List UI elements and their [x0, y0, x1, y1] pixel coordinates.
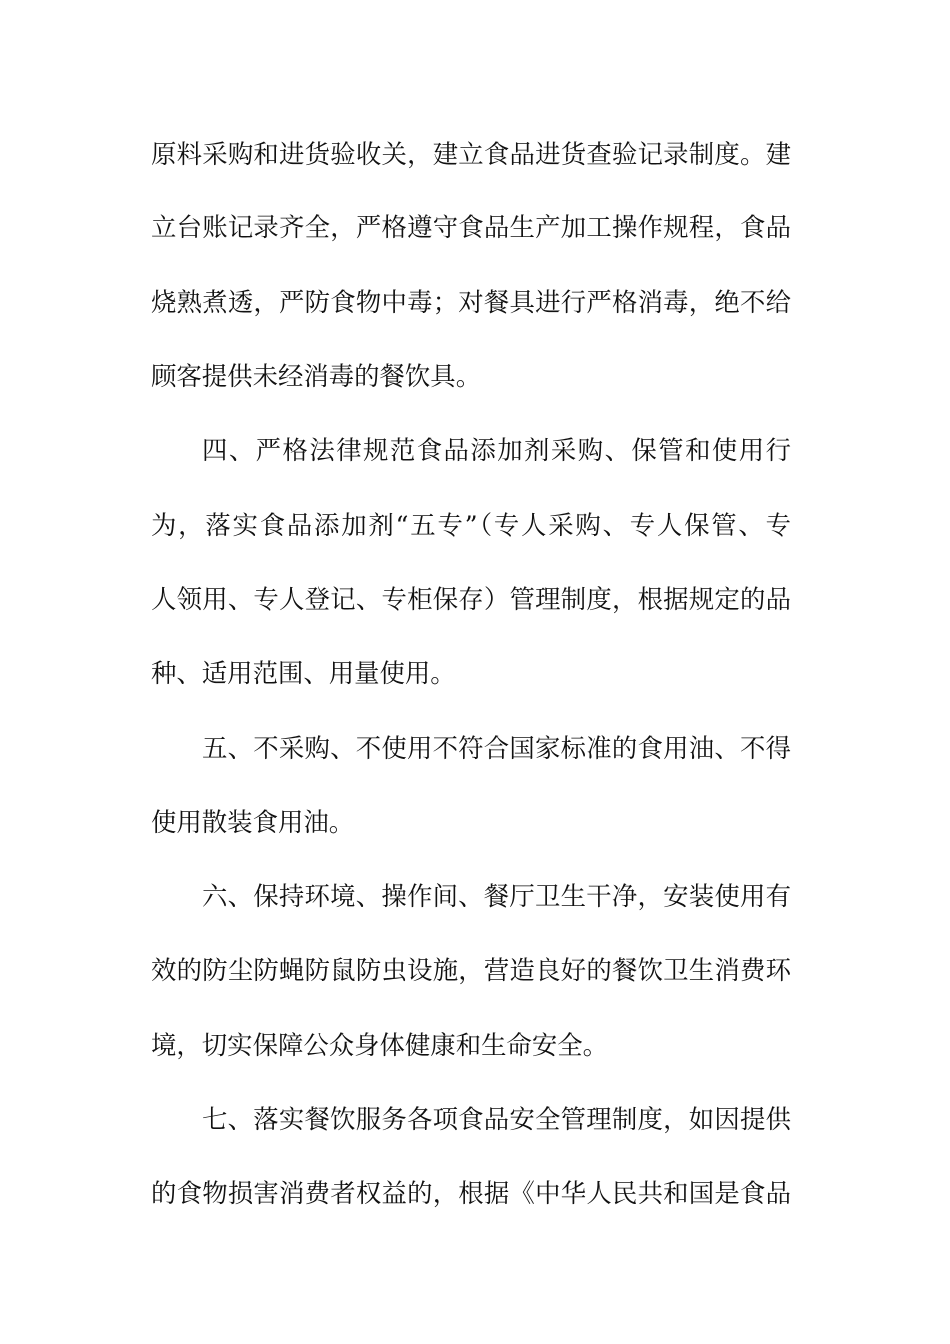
- paragraph-6-line-2: 效的防尘防蝇防鼠防虫设施，营造良好的餐饮卫生消费环: [151, 955, 791, 985]
- text-line-4: 顾客提供未经消毒的餐饮具。: [151, 361, 482, 391]
- text-line-2: 立台账记录齐全，严格遵守食品生产加工操作规程，食品: [151, 212, 791, 242]
- paragraph-4-line-1: 四、严格法律规范食品添加剂采购、保管和使用行: [202, 435, 791, 465]
- paragraph-5-line-2: 使用散装食用油。: [151, 807, 355, 837]
- paragraph-7-line-1: 七、落实餐饮服务各项食品安全管理制度，如因提供: [202, 1104, 791, 1134]
- paragraph-7-line-2: 的食物损害消费者权益的，根据《中华人民共和国是食品: [151, 1178, 791, 1208]
- paragraph-4-line-2: 为，落实食品添加剂“五专”（专人采购、专人保管、专: [151, 510, 791, 540]
- paragraph-6-line-3: 境，切实保障公众身体健康和生命安全。: [151, 1030, 609, 1060]
- paragraph-5-line-1: 五、不采购、不使用不符合国家标准的食用油、不得: [202, 733, 791, 763]
- paragraph-6-line-1: 六、保持环境、操作间、餐厅卫生干净，安装使用有: [202, 881, 791, 911]
- paragraph-4-line-3: 人领用、专人登记、专柜保存）管理制度，根据规定的品: [151, 584, 791, 614]
- text-line-1: 原料采购和进货验收关，建立食品进货查验记录制度。建: [151, 139, 791, 169]
- text-line-3: 烧熟煮透，严防食物中毒；对餐具进行严格消毒，绝不给: [151, 287, 791, 317]
- paragraph-4-line-4: 种、适用范围、用量使用。: [151, 658, 456, 688]
